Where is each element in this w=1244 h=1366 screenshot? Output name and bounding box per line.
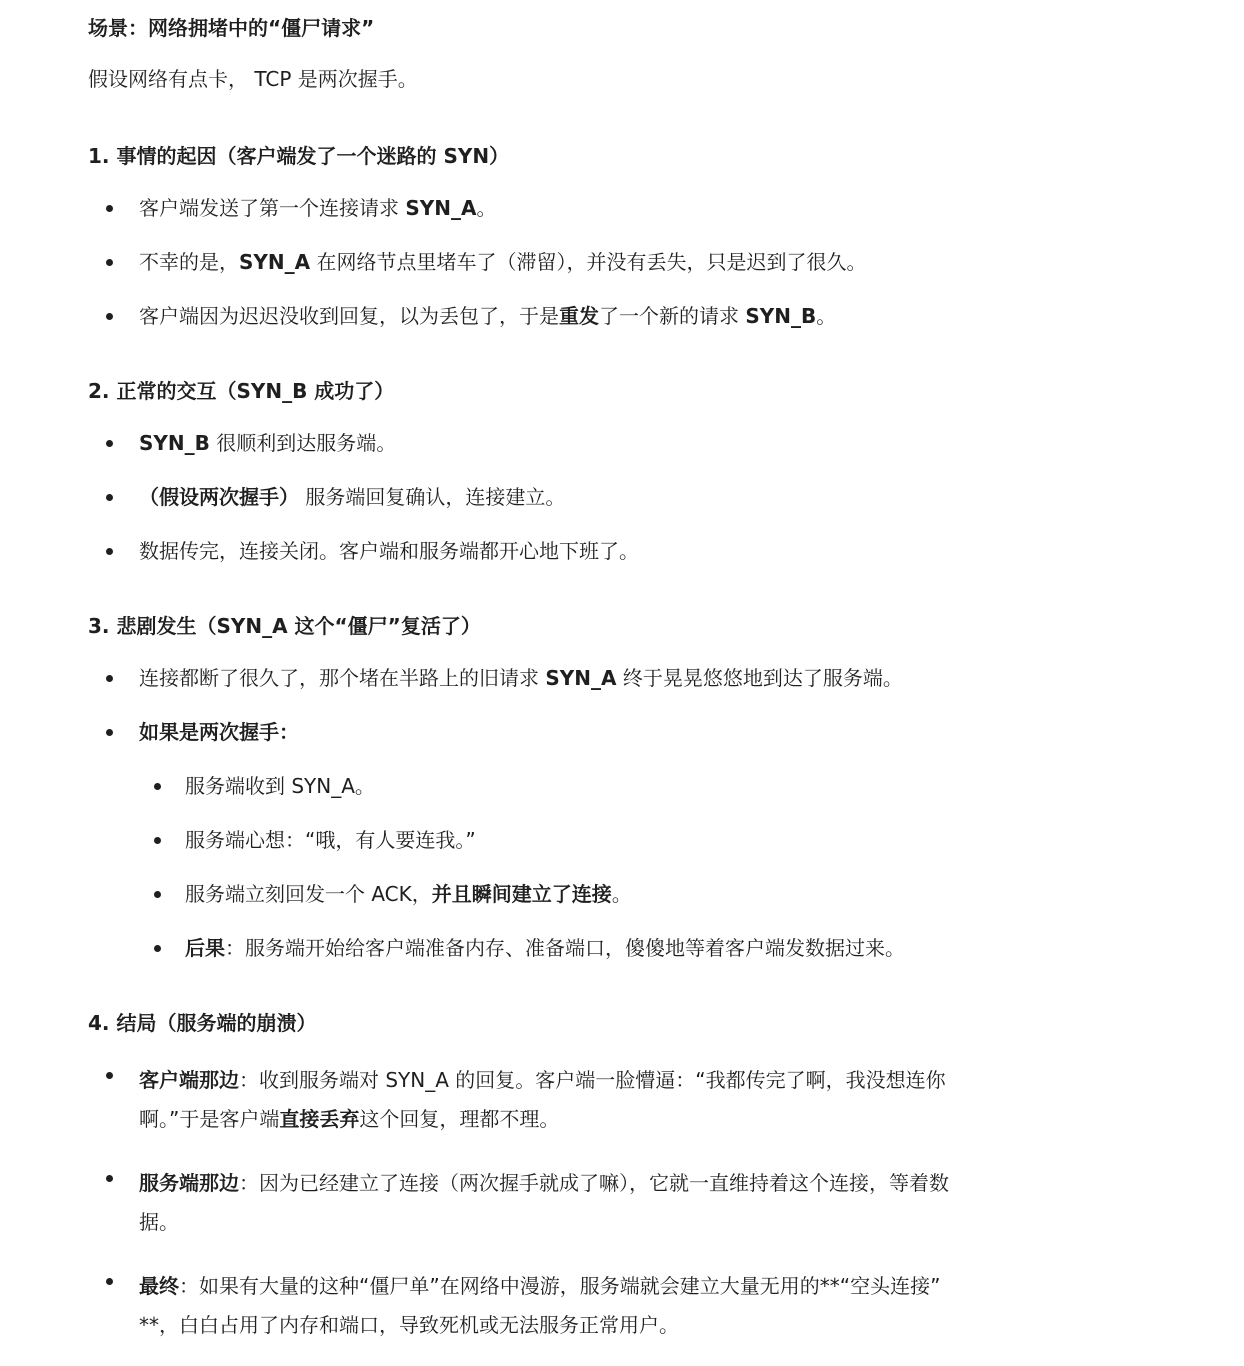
two-way-handshake-sublist: [139, 772, 1159, 963]
section-ending: [88, 1009, 1244, 1345]
text: ：收到服务端对 SYN_A 的回复。客户端一脸懵逼：“我都传完了啊，我没想连你: [239, 1068, 946, 1092]
sub-list-item: [139, 772, 1159, 801]
section-heading-cause: 1. 事情的起因（客户端发了一个迷路的 SYN）: [88, 144, 510, 168]
list-item: [88, 248, 1159, 277]
sub-list-item: [139, 934, 1159, 963]
list-item: [88, 429, 1159, 458]
text: 客户端因为迟迟没收到回复，以为丢包了，于是: [139, 304, 559, 328]
bold-text: 服务端那边: [139, 1171, 239, 1195]
list-item: [88, 1164, 1159, 1242]
text: 据。: [139, 1210, 179, 1234]
normal-list: [88, 429, 1244, 566]
list-item: [88, 537, 1159, 566]
text: ：如果有大量的这种“僵尸单”在网络中漫游，服务端就会建立大量无用的**“空头连接”: [179, 1274, 941, 1298]
text: ：因为已经建立了连接（两次握手就成了嘛），它就一直维持着这个连接，等着数: [239, 1171, 949, 1195]
tragedy-list: [88, 664, 1244, 963]
bold-text: SYN_A: [239, 250, 311, 274]
text: 数据传完，连接关闭。客户端和服务端都开心地下班了。: [139, 539, 639, 563]
section-heading-tragedy: 3. 悲剧发生（SYN_A 这个“僵尸”复活了）: [88, 614, 481, 638]
text-line: [139, 1164, 1159, 1203]
scenario-block: [88, 14, 1244, 94]
bold-text: 并且瞬间建立了连接: [431, 882, 612, 906]
list-item: [88, 1267, 1159, 1345]
bold-text: SYN_B: [139, 431, 210, 455]
page-title: 场景：网络拥堵中的“僵尸请求”: [88, 16, 375, 40]
bold-text: （假设两次握手）: [139, 485, 299, 509]
section-normal: [88, 377, 1244, 566]
text-line: [139, 1203, 1159, 1242]
text: 服务端心想：“哦，有人要连我。”: [185, 828, 476, 852]
text: 啊。”于是客户端: [139, 1107, 280, 1131]
ending-list: [88, 1061, 1244, 1345]
text: 服务端回复确认，连接建立。: [299, 485, 566, 509]
bold-text: SYN_A: [405, 196, 477, 220]
text-line: [139, 1100, 1159, 1139]
list-item: [88, 194, 1159, 223]
list-item: [88, 1061, 1159, 1139]
bold-text: 后果: [185, 936, 225, 960]
sub-list-item: [139, 880, 1159, 909]
sub-list-item: [139, 826, 1159, 855]
text: 在网络节点里堵车了（滞留），并没有丢失，只是迟到了很久。: [310, 250, 867, 274]
text: 这个回复，理都不理。: [359, 1107, 560, 1131]
text-line: [139, 1306, 1159, 1345]
bold-text: 最终: [139, 1274, 179, 1298]
bold-text: SYN_B: [745, 304, 817, 328]
text: 了一个新的请求: [599, 304, 746, 328]
cause-list: [88, 194, 1244, 331]
list-item: [88, 664, 1159, 693]
text: 终于晃晃悠悠地到达了服务端。: [616, 666, 903, 690]
bold-text: 客户端那边: [139, 1068, 239, 1092]
bold-text: 如果是两次握手：: [139, 720, 299, 744]
text: 客户端发送了第一个连接请求: [139, 196, 406, 220]
text: 服务端收到 SYN_A。: [185, 774, 375, 798]
text-line: [139, 1061, 1159, 1100]
text: 连接都断了很久了，那个堵在半路上的旧请求: [139, 666, 546, 690]
bold-text: 直接丢弃: [279, 1107, 360, 1131]
text-line: [139, 1267, 1159, 1306]
list-item: [88, 483, 1159, 512]
text: ：服务端开始给客户端准备内存、准备端口，傻傻地等着客户端发数据过来。: [225, 936, 905, 960]
list-item: [88, 302, 1159, 331]
intro-text: 假设网络有点卡， TCP 是两次握手。: [88, 67, 418, 91]
text: 很顺利到达服务端。: [209, 431, 397, 455]
section-cause: [88, 142, 1244, 331]
text: **，白白占用了内存和端口，导致死机或无法服务正常用户。: [139, 1313, 679, 1337]
section-tragedy: [88, 612, 1244, 963]
text: 。: [476, 196, 497, 220]
section-heading-ending: 4. 结局（服务端的崩溃）: [88, 1011, 317, 1035]
bold-text: 重发: [559, 304, 599, 328]
text: 服务端立刻回发一个 ACK，: [185, 882, 432, 906]
text: 不幸的是，: [139, 250, 239, 274]
list-item: [88, 718, 1159, 963]
text: 。: [816, 304, 837, 328]
text: 。: [611, 882, 632, 906]
section-heading-normal: 2. 正常的交互（SYN_B 成功了）: [88, 379, 395, 403]
bold-text: SYN_A: [545, 666, 617, 690]
